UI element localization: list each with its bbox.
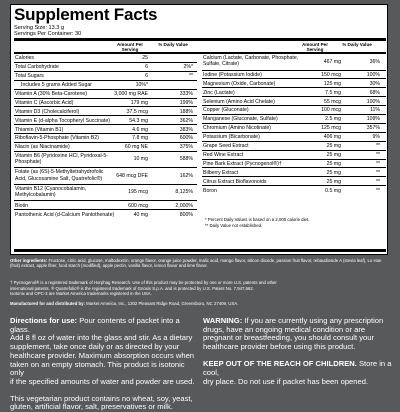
nutrient-dv: ** bbox=[375, 169, 380, 176]
nutrient-amount: 37.5 mcg bbox=[126, 108, 148, 115]
nutrient-name: Selenium (Amino Acid Chelate) bbox=[203, 98, 275, 105]
nutrient-amount: 40 mg bbox=[133, 211, 148, 218]
warning-line: If you are currently using any prescription bbox=[244, 316, 384, 325]
nutrient-row bbox=[202, 132, 386, 141]
nutrient-amount: 7.8 mg bbox=[132, 135, 148, 142]
directions-line: healthcare provider. Maximum absorption occurs when bbox=[10, 350, 195, 360]
nutrient-amount: 2.5 mg bbox=[325, 116, 341, 123]
nutrient-name: Riboflavin-5-Phosphate (Vitamin B2) bbox=[15, 135, 99, 142]
nutrient-amount: 10%* bbox=[135, 82, 148, 89]
nutrient-dv: 375% bbox=[179, 144, 193, 151]
nutrient-name: Vitamin B12 (Cyanocobalamin, Methylcobalamin) bbox=[15, 185, 87, 199]
nutrient-dv: 9% bbox=[372, 134, 380, 141]
nutrient-row bbox=[14, 98, 197, 107]
nutrient-row bbox=[14, 200, 197, 209]
nutrient-dv: 109% bbox=[366, 116, 380, 123]
nutrient-amount: 4.6 mg bbox=[132, 126, 148, 133]
nutrient-dv: ** bbox=[188, 73, 193, 80]
nutrient-row bbox=[202, 159, 386, 168]
nutrient-row bbox=[14, 124, 197, 133]
nutrient-amount: 25 mg bbox=[326, 178, 341, 185]
trademark-line-3: Isotonix and OPC-3 are Market America trademarks registered in the USA. bbox=[10, 291, 152, 296]
nutrient-row bbox=[202, 123, 386, 132]
nutrient-row bbox=[14, 142, 197, 151]
trademark-line-1: † Pycnogenol® is a registered trademark of Horphag Research. Use of this product may be protected by one or more U.S. patents and other bbox=[10, 280, 277, 285]
nutrient-amount: 25 mg bbox=[326, 143, 341, 150]
nutrient-name: Total Carbohydrate bbox=[15, 64, 59, 71]
nutrient-amount: 6 bbox=[145, 73, 148, 80]
nutrient-name: Vitamin D3 (Cholecalciferol) bbox=[15, 108, 80, 115]
nutrient-name: Zinc (Lactate) bbox=[203, 89, 235, 96]
nutrient-name: Thiamin (Vitamin B1) bbox=[15, 126, 64, 133]
manufacturer bbox=[10, 301, 390, 306]
nutrient-row bbox=[202, 141, 386, 150]
nutrient-dv: 383% bbox=[179, 126, 193, 133]
panel-title: Supplement Facts bbox=[14, 5, 158, 24]
nutrient-name: Calories bbox=[15, 55, 35, 62]
directions-line: if the specified amounts of water and powder are used. bbox=[10, 376, 195, 386]
nutrient-amount: 406 mg bbox=[323, 134, 341, 141]
keep-out-line: Store in a cool, bbox=[203, 359, 392, 378]
warning-line: drugs, have an ongoing medical condition or are bbox=[203, 324, 366, 334]
directions-label: Directions for use: bbox=[10, 316, 78, 325]
nutrient-name: Niacin (as Niacinamide) bbox=[15, 144, 70, 151]
nutrient-row bbox=[202, 70, 386, 79]
nutrient-dv: 600% bbox=[179, 135, 193, 142]
other-ingredients-text: Fructose, citric acid, glucose, maltodextrin, orange flavor, orange juice powder, malic acid, mango flavor, silicon dioxide, passion fruit flavor, rebaudioside A (stevia leaf), Lo Han (fruit) extract, apple fiber, food starch (modified), apple pectin, vanilla flavor, lemon flavor and lime flavor. bbox=[10, 258, 382, 269]
right-divider-thick bbox=[200, 38, 386, 41]
nutrient-dv: 188% bbox=[179, 108, 193, 115]
directions-line: supplement, take once daily or as directed by your bbox=[10, 342, 180, 352]
left-dv-header: % Daily Value bbox=[158, 42, 188, 47]
nutrient-amount: 10 mg bbox=[133, 156, 148, 163]
nutrient-name: Folate (as (6S)-5-Methyltetrahydrofolic Acid, Glucosamine Salt, Quatrefolic®) bbox=[15, 169, 104, 182]
supplement-facts-panel bbox=[10, 4, 388, 255]
footnote-percent: * Percent Daily Values is based on a 2,000 calorie diet. bbox=[205, 217, 310, 222]
nutrient-dv: 333% bbox=[179, 90, 193, 97]
warning-label: WARNING: bbox=[203, 316, 243, 325]
nutrient-row bbox=[14, 62, 197, 71]
nutrient-dv: 30% bbox=[369, 80, 380, 87]
nutrient-row bbox=[202, 105, 386, 114]
nutrient-row bbox=[14, 80, 197, 89]
servings-per-container: Servings Per Container: 30 bbox=[14, 31, 82, 37]
directions-line: Add 8 fl oz of water into the glass and stir. As a dietary bbox=[10, 333, 193, 343]
vegetarian-line: This vegetarian product contains no wheat, soy, yeast, bbox=[10, 393, 193, 403]
nutrient-amount: 60 mg NE bbox=[124, 144, 148, 151]
nutrient-row bbox=[14, 184, 197, 201]
other-ingredients-label: Other ingredients: bbox=[10, 258, 48, 263]
directions-line: Pour contents of packet into a glass. bbox=[10, 316, 180, 334]
nutrient-row bbox=[14, 167, 197, 184]
nutrient-amount: 648 mcg DFE bbox=[116, 172, 148, 179]
bottom-rule bbox=[14, 249, 386, 252]
nutrient-name: Total Sugars bbox=[15, 73, 44, 80]
nutrient-row bbox=[202, 176, 386, 185]
nutrient-name: Red Wine Extract bbox=[203, 151, 244, 158]
nutrient-amount: 195 mcg bbox=[128, 189, 148, 196]
nutrient-dv: 68% bbox=[369, 89, 380, 96]
nutrient-amount: 125 mcg bbox=[321, 125, 341, 132]
nutrient-amount: 25 mg bbox=[326, 160, 341, 167]
nutrient-dv: 199% bbox=[179, 99, 193, 106]
nutrient-name: Grape Seed Extract bbox=[203, 143, 249, 150]
nutrient-name: Vitamin B6 (Pyridoxine HCl, Pyridoxal-5-Phosphate) bbox=[15, 152, 109, 166]
nutrient-row bbox=[14, 89, 197, 98]
other-ingredients bbox=[10, 258, 390, 269]
warning bbox=[203, 317, 395, 386]
nutrient-row bbox=[14, 209, 197, 218]
nutrient-dv: 588% bbox=[179, 156, 193, 163]
nutrient-dv: 800% bbox=[179, 211, 193, 218]
nutrient-name: Magnesium (Oxide, Carbonate) bbox=[203, 80, 276, 87]
directions bbox=[10, 317, 200, 412]
nutrient-dv: 100% bbox=[366, 71, 380, 78]
nutrient-amount: 25 bbox=[142, 55, 148, 62]
nutrient-name: Vitamin E (d-alpha Tocopheryl Succinate) bbox=[15, 117, 110, 124]
nutrient-row bbox=[14, 106, 197, 115]
right-amount-header: Amount Per Serving bbox=[301, 42, 329, 52]
nutrient-dv: ** bbox=[375, 187, 380, 194]
nutrient-dv: 357% bbox=[366, 125, 380, 132]
warning-line: pregnant or breastfeeding, you should consult your bbox=[203, 333, 374, 343]
nutrient-dv: ** bbox=[375, 178, 380, 185]
nutrient-name: Pantothenic Acid (d-Calcium Pantothenate) bbox=[15, 211, 115, 218]
nutrient-name: Iodine (Potassium Iodide) bbox=[203, 71, 262, 78]
nutrient-amount: 55 mcg bbox=[323, 98, 341, 105]
left-amount-header: Amount Per Serving bbox=[116, 42, 144, 52]
nutrient-row bbox=[202, 167, 386, 176]
nutrient-name: Includes 5 grams Added Sugar bbox=[21, 82, 92, 89]
nutrient-name: Chromium (Amino Nicotinate) bbox=[203, 125, 272, 132]
left-divider-thick bbox=[14, 38, 200, 41]
nutrient-dv: 2,000% bbox=[175, 202, 193, 209]
nutrient-name: Copper (Gluconate) bbox=[203, 107, 249, 114]
nutrient-name: Biotin bbox=[15, 202, 28, 209]
nutrient-row bbox=[202, 87, 386, 96]
nutrient-row bbox=[202, 78, 386, 87]
nutrient-name: Citrus Extract Bioflavonoids bbox=[203, 178, 267, 185]
nutrient-dv: 36% bbox=[369, 58, 380, 65]
nutrient-row bbox=[202, 150, 386, 159]
nutrient-amount: 7.5 mg bbox=[325, 89, 341, 96]
nutrient-name: Pine Bark Extract (Pycnogenol®)† bbox=[203, 160, 282, 167]
nutrient-dv: ** bbox=[375, 143, 380, 150]
trademark-line-2: international patents. ® Quatrefolic® is the registered trademark of Gnosis S.p.A. and is protected by U.S. Patent No. 7,947,662. bbox=[10, 285, 254, 291]
nutrient-amount: 100 mcg bbox=[321, 107, 341, 114]
footnote-no-dv: ** Daily Value not established. bbox=[205, 223, 263, 228]
nutrient-dv: ** bbox=[375, 160, 380, 167]
nutrient-name: Boron bbox=[203, 187, 217, 194]
keep-out-line: dry place. Do not use if packet has been opened. bbox=[203, 376, 369, 386]
nutrient-row bbox=[14, 115, 197, 124]
nutrient-dv: 11% bbox=[370, 107, 380, 114]
nutrient-dv: 2%* bbox=[183, 64, 193, 71]
right-dv-header: % Daily Value bbox=[342, 42, 372, 47]
nutrient-amount: 467 mg bbox=[323, 58, 341, 65]
manufacturer-text: Market America, Inc., 1302 Pleasant Ridge Road, Greensboro, NC 27409, USA. bbox=[86, 301, 239, 306]
nutrient-row bbox=[202, 96, 386, 105]
nutrient-dv: 8,125% bbox=[175, 189, 193, 196]
manufacturer-label: Manufactured for and distributed by: bbox=[10, 301, 85, 306]
nutrient-row bbox=[14, 133, 197, 142]
vegetarian-line: gluten, artificial flavor, salt, preservatives or milk. bbox=[10, 402, 173, 412]
nutrient-amount: 6 bbox=[145, 64, 148, 71]
nutrient-row bbox=[202, 53, 386, 70]
nutrient-name: Manganese (Gluconate, Sulfate) bbox=[203, 116, 278, 123]
nutrient-row bbox=[14, 151, 197, 168]
nutrient-name: Vitamin A (30% Beta-Carotene) bbox=[15, 90, 87, 97]
nutrient-amount: 0.5 mg bbox=[325, 187, 341, 194]
directions-line: taken on an empty stomach. This product is isotonic only bbox=[10, 359, 185, 378]
nutrient-amount: 54.3 mg bbox=[129, 117, 148, 124]
nutrient-dv: 362% bbox=[179, 117, 193, 124]
nutrient-dv: ** bbox=[375, 151, 380, 158]
nutrient-amount: 125 mg bbox=[323, 80, 341, 87]
nutrient-amount: 150 mcg bbox=[321, 71, 341, 78]
nutrient-name: Vitamin C (Ascorbic Acid) bbox=[15, 99, 74, 106]
nutrient-row bbox=[202, 114, 386, 123]
nutrient-name: Calcium (Lactate, Carbonate, Phosphate, Sulfate, Citrate) bbox=[203, 55, 299, 68]
nutrient-amount: 179 mg bbox=[130, 99, 148, 106]
nutrient-amount: 25 mg bbox=[326, 169, 341, 176]
nutrient-row bbox=[14, 53, 197, 62]
nutrient-amount: 600 mcg bbox=[128, 202, 148, 209]
nutrient-dv: 100% bbox=[366, 98, 380, 105]
nutrient-amount: 25 mg bbox=[326, 151, 341, 158]
warning-line: healthcare provider before using this product. bbox=[203, 342, 356, 352]
serving-size: Serving Size: 13.3 g bbox=[14, 25, 65, 31]
nutrient-dv: 162% bbox=[179, 172, 193, 179]
nutrient-row bbox=[202, 185, 386, 194]
nutrient-amount: 3,000 mg RAE bbox=[114, 90, 148, 97]
keep-out-label: KEEP OUT OF THE REACH OF CHILDREN. bbox=[203, 359, 357, 369]
nutrient-name: Potassium (Bicarbonate) bbox=[203, 134, 260, 141]
nutrient-name: Bilberry Extract bbox=[203, 169, 239, 176]
nutrient-row bbox=[14, 71, 197, 80]
